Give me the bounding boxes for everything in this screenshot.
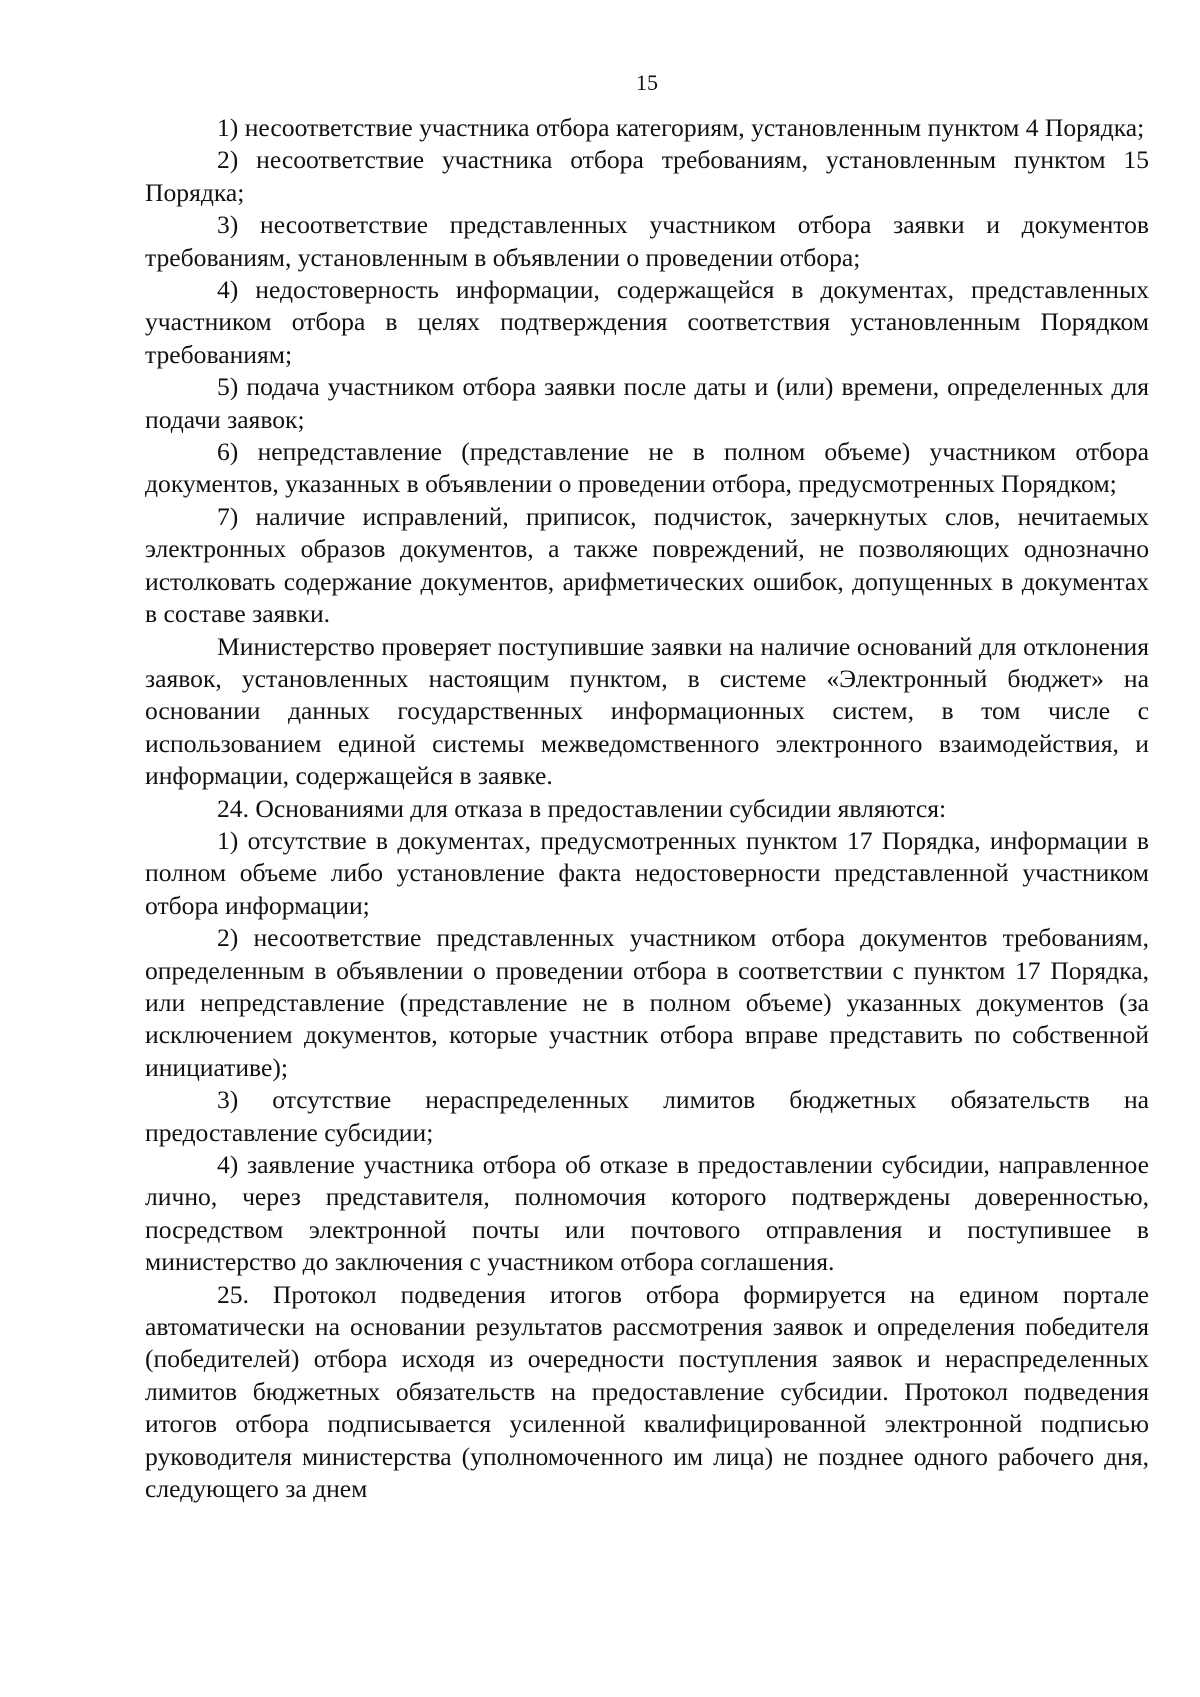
paragraph-section-24: 24. Основаниями для отказа в предоставлении субсидии являются:: [217, 793, 947, 823]
paragraph-item-1: 1) несоответствие участника отбора категориям, установленным пунктом 4 Порядка;: [217, 113, 1145, 142]
paragraph-refusal-2: 2) несоответствие представленных участником отбора документов требованиям, определенным в объявлении о проведении отбора в соответствии с пунктом 17 Порядка, или непредставление (представление не в полном объеме) указанных документов (за исключением документов, которые участник отбора вправе представить по собственной инициативе);: [145, 923, 1149, 1082]
paragraph-item-2: 2) несоответствие участника отбора требованиям, установленным пунктом 15 Порядка;: [145, 145, 1149, 207]
page-number: 15: [636, 70, 658, 95]
paragraph-section-25: 25. Протокол подведения итогов отбора формируется на едином портале автоматически на основании результатов рассмотрения заявок и определения победителя (победителей) отбора исходя из очередности поступления заявок и нераспределенных лимитов бюджетных обязательств на предоставление субсидии. Протокол подведения итогов отбора подписывается усиленной квалифицированной электронной подписью руководителя министерства (уполномоченного им лица) не позднее одного рабочего дня, следующего за днем: [145, 1279, 1149, 1504]
document-page: [145, 68, 1149, 1505]
paragraph-refusal-1: 1) отсутствие в документах, предусмотренных пунктом 17 Порядка, информации в полном объеме либо установление факта недостоверности представленной участником отбора информации;: [145, 825, 1149, 920]
paragraph-ministry-check: Министерство проверяет поступившие заявки на наличие оснований для отклонения заявок, установленных настоящим пунктом, в системе «Электронный бюджет» на основании данных государственных информационных систем, в том числе с использованием единой системы межведомственного электронного взаимодействия, и информации, содержащейся в заявке.: [145, 631, 1149, 791]
paragraph-item-5: 5) подача участником отбора заявки после даты и (или) времени, определенных для подачи заявок;: [145, 372, 1149, 434]
paragraph-refusal-3: 3) отсутствие нераспределенных лимитов бюджетных обязательств на предоставление субсидии;: [145, 1085, 1149, 1147]
paragraph-item-6: 6) непредставление (представление не в полном объеме) участником отбора документов, указанных в объявлении о проведении отбора, предусмотренных Порядком;: [145, 437, 1149, 499]
paragraph-refusal-4: 4) заявление участника отбора об отказе в предоставлении субсидии, направленное лично, через представителя, полномочия которого подтверждены доверенностью, посредством электронной почты или почтового отправления и поступившее в министерство до заключения с участником отбора соглашения.: [145, 1150, 1149, 1277]
paragraph-item-7: 7) наличие исправлений, приписок, подчисток, зачеркнутых слов, нечитаемых электронных образов документов, а также повреждений, не позволяющих однозначно истолковать содержание документов, арифметических ошибок, допущенных в документах в составе заявки.: [145, 501, 1149, 629]
paragraph-item-3: 3) несоответствие представленных участником отбора заявки и документов требованиям, установленным в объявлении о проведении отбора;: [145, 210, 1149, 272]
paragraph-item-4: 4) недостоверность информации, содержащейся в документах, представленных участником отбора в целях подтверждения соответствия установленным Порядком требованиям;: [145, 275, 1149, 369]
